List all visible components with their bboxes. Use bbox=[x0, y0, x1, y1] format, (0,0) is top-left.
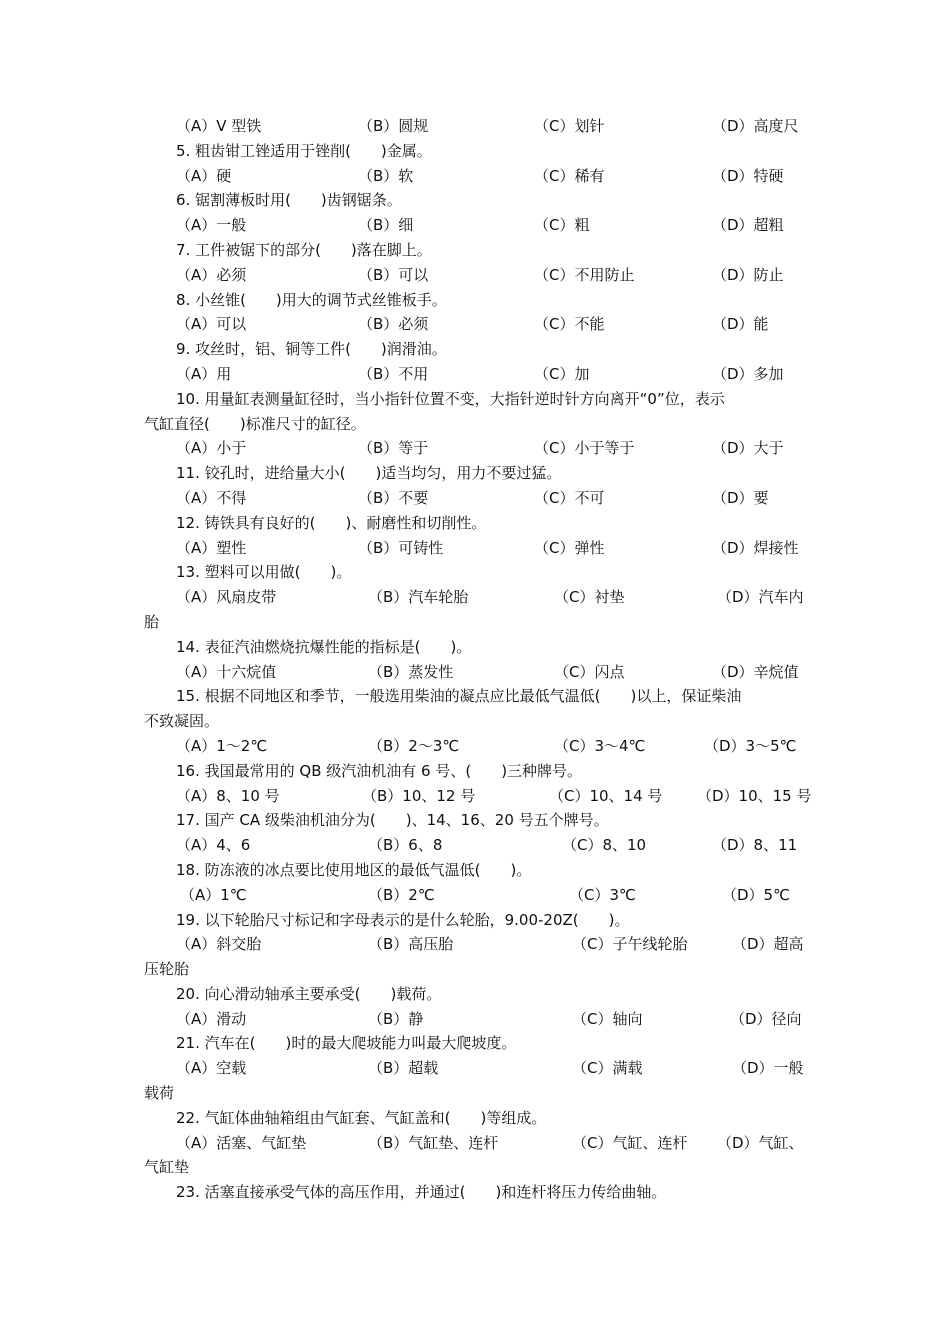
answer-option: （D）气缸、 bbox=[717, 1133, 804, 1152]
answer-option: （A）斜交胎 bbox=[176, 935, 262, 954]
answer-option: （A）1℃ bbox=[180, 885, 247, 904]
answer-option: （B）10、12 号 bbox=[362, 786, 476, 805]
answer-option: （A）V 型铁 bbox=[176, 117, 262, 135]
answer-options-row bbox=[144, 362, 808, 387]
answer-option: （A）空载 bbox=[176, 1059, 247, 1078]
question-text-continuation: 胎 bbox=[144, 612, 160, 631]
answer-options-row bbox=[144, 585, 808, 610]
answer-option: （D）3～5℃ bbox=[704, 736, 797, 755]
answer-option: （C）不能 bbox=[534, 315, 605, 334]
answer-option: （B）不用 bbox=[358, 364, 429, 383]
answer-option: （A）不得 bbox=[176, 488, 247, 507]
answer-option: （D）高度尺 bbox=[712, 117, 799, 135]
answer-options-row bbox=[144, 883, 808, 908]
answer-option: （C）加 bbox=[534, 364, 590, 383]
answer-option: （B）汽车轮胎 bbox=[368, 588, 469, 607]
answer-option: （C）不用防止 bbox=[534, 265, 635, 284]
question-text: 20. 向心滑动轴承主要承受( )载荷。 bbox=[176, 984, 442, 1003]
answer-option: （A）可以 bbox=[176, 315, 247, 334]
answer-options-row bbox=[144, 213, 808, 238]
question-text-continuation: 气缸直径( )标准尺寸的缸径。 bbox=[144, 414, 366, 433]
answer-option: （D）防止 bbox=[712, 265, 784, 284]
answer-option: （C）弹性 bbox=[534, 538, 605, 557]
answer-options-row bbox=[144, 1007, 808, 1032]
answer-option: （A）硬 bbox=[176, 166, 232, 185]
answer-options-row bbox=[144, 536, 808, 561]
question-text: 18. 防冻液的冰点要比使用地区的最低气温低( )。 bbox=[176, 860, 532, 879]
question-text-continuation: 载荷 bbox=[144, 1084, 175, 1103]
answer-option: （B）圆规 bbox=[358, 117, 429, 135]
question-text: 7. 工件被锯下的部分( )落在脚上。 bbox=[176, 240, 432, 259]
answer-option: （B）高压胎 bbox=[368, 935, 454, 954]
answer-option: （B）2～3℃ bbox=[368, 736, 460, 755]
answer-option: （B）静 bbox=[368, 1009, 424, 1028]
question-text: 21. 汽车在( )时的最大爬坡能力叫最大爬坡度。 bbox=[176, 1034, 517, 1053]
answer-option: （D）要 bbox=[712, 488, 769, 507]
answer-option: （B）蒸发性 bbox=[368, 662, 454, 681]
answer-option: （A）活塞、气缸垫 bbox=[176, 1133, 307, 1152]
answer-option: （A）十六烷值 bbox=[176, 662, 277, 681]
answer-option: （B）2℃ bbox=[368, 885, 435, 904]
answer-option: （C）闪点 bbox=[554, 662, 625, 681]
answer-option: （B）6、8 bbox=[368, 836, 443, 855]
question-text: 15. 根据不同地区和季节，一般选用柴油的凝点应比最低气温低( )以上，保证柴油 bbox=[176, 687, 742, 706]
question-text: 11. 铰孔时，进给量大小( )适当均匀，用力不要过猛。 bbox=[176, 464, 562, 483]
answer-option: （B）细 bbox=[358, 216, 414, 235]
answer-option: （D）5℃ bbox=[722, 885, 790, 904]
answer-option: （B）等于 bbox=[358, 439, 429, 458]
question-text: 5. 粗齿钳工锉适用于锉削( )金属。 bbox=[176, 141, 432, 160]
answer-options-row bbox=[144, 734, 808, 759]
answer-option: （D）一般 bbox=[732, 1059, 804, 1078]
answer-options-row bbox=[144, 784, 812, 809]
answer-option: （C）3℃ bbox=[569, 885, 636, 904]
answer-option: （A）用 bbox=[176, 364, 232, 383]
answer-options-row bbox=[144, 164, 808, 189]
answer-options-row bbox=[144, 486, 808, 511]
answer-option: （B）超载 bbox=[368, 1059, 439, 1078]
answer-option: （A）8、10 号 bbox=[176, 786, 280, 805]
answer-option: （C）满载 bbox=[572, 1059, 643, 1078]
answer-option: （D）10、15 号 bbox=[697, 786, 812, 805]
answer-option: （D）特硬 bbox=[712, 166, 784, 185]
answer-option: （D）8、11 bbox=[712, 836, 798, 855]
answer-option: （B）不要 bbox=[358, 488, 429, 507]
answer-option: （C）轴向 bbox=[572, 1009, 643, 1028]
answer-option: （C）不可 bbox=[534, 488, 605, 507]
question-text: 8. 小丝锥( )用大的调节式丝锥板手。 bbox=[176, 290, 447, 309]
answer-options-row bbox=[144, 1056, 808, 1081]
answer-option: （C）3～4℃ bbox=[554, 736, 646, 755]
question-text: 13. 塑料可以用做( )。 bbox=[176, 563, 352, 582]
answer-option: （A）滑动 bbox=[176, 1009, 247, 1028]
answer-option: （C）划针 bbox=[534, 117, 605, 135]
answer-option: （B）必须 bbox=[358, 315, 429, 334]
question-text: 17. 国产 CA 级柴油机油分为( )、14、16、20 号五个牌号。 bbox=[176, 811, 609, 830]
answer-option: （B）气缸垫、连杆 bbox=[368, 1133, 499, 1152]
answer-option: （C）衬垫 bbox=[554, 588, 625, 607]
answer-option: （C）8、10 bbox=[562, 836, 647, 855]
answer-options-row bbox=[144, 833, 808, 858]
answer-option: （A）塑性 bbox=[176, 538, 247, 557]
question-text: 6. 锯割薄板时用( )齿钢锯条。 bbox=[176, 191, 402, 210]
answer-option: （B）可以 bbox=[358, 265, 429, 284]
answer-option: （B）可铸性 bbox=[358, 538, 444, 557]
answer-option: （D）多加 bbox=[712, 364, 784, 383]
answer-option: （D）汽车内 bbox=[717, 588, 804, 607]
answer-options-row bbox=[144, 660, 808, 685]
question-text-continuation: 压轮胎 bbox=[144, 960, 190, 979]
answer-option: （A）小于 bbox=[176, 439, 247, 458]
answer-option: （D）辛烷值 bbox=[712, 662, 799, 681]
document-body bbox=[144, 114, 812, 1205]
answer-option: （D）径向 bbox=[730, 1009, 802, 1028]
answer-option: （C）10、14 号 bbox=[549, 786, 663, 805]
question-text-continuation: 不致凝固。 bbox=[144, 712, 220, 731]
answer-option: （C）稀有 bbox=[534, 166, 605, 185]
answer-option: （D）超高 bbox=[732, 935, 804, 954]
question-text: 9. 攻丝时，铝、铜等工件( )润滑油。 bbox=[176, 340, 447, 359]
answer-option: （D）大于 bbox=[712, 439, 784, 458]
question-text: 19. 以下轮胎尺寸标记和字母表示的是什么轮胎，9.00-20Z( )。 bbox=[176, 910, 630, 929]
answer-option: （D）能 bbox=[712, 315, 769, 334]
question-text: 12. 铸铁具有良好的( )、耐磨性和切削性。 bbox=[176, 513, 487, 532]
answer-options-row bbox=[144, 312, 808, 337]
answer-option: （A）4、6 bbox=[176, 836, 251, 855]
answer-options-row bbox=[144, 436, 808, 461]
answer-options-row bbox=[144, 1131, 808, 1156]
answer-option: （C）粗 bbox=[534, 216, 590, 235]
answer-options-row bbox=[144, 114, 808, 139]
question-text: 14. 表征汽油燃烧抗爆性能的指标是( )。 bbox=[176, 637, 472, 656]
question-text-continuation: 气缸垫 bbox=[144, 1158, 190, 1177]
answer-option: （C）小于等于 bbox=[534, 439, 635, 458]
answer-options-row bbox=[144, 932, 808, 957]
answer-option: （C）子午线轮胎 bbox=[572, 935, 688, 954]
answer-option: （A）一般 bbox=[176, 216, 247, 235]
question-text: 16. 我国最常用的 QB 级汽油机油有 6 号、( )三种牌号。 bbox=[176, 761, 583, 780]
question-text: 23. 活塞直接承受气体的高压作用，并通过( )和连杆将压力传给曲轴。 bbox=[176, 1183, 667, 1202]
answer-option: （D）焊接性 bbox=[712, 538, 799, 557]
answer-option: （A）必须 bbox=[176, 265, 247, 284]
answer-option: （D）超粗 bbox=[712, 216, 784, 235]
question-text: 10. 用量缸表测量缸径时，当小指针位置不变，大指针逆时针方向离开“0”位，表示 bbox=[176, 389, 725, 408]
answer-option: （B）软 bbox=[358, 166, 414, 185]
answer-option: （A）1～2℃ bbox=[176, 736, 268, 755]
answer-option: （C）气缸、连杆 bbox=[572, 1133, 688, 1152]
question-text: 22. 气缸体曲轴箱组由气缸套、气缸盖和( )等组成。 bbox=[176, 1108, 547, 1127]
answer-options-row bbox=[144, 263, 808, 288]
answer-option: （A）风扇皮带 bbox=[176, 588, 277, 607]
